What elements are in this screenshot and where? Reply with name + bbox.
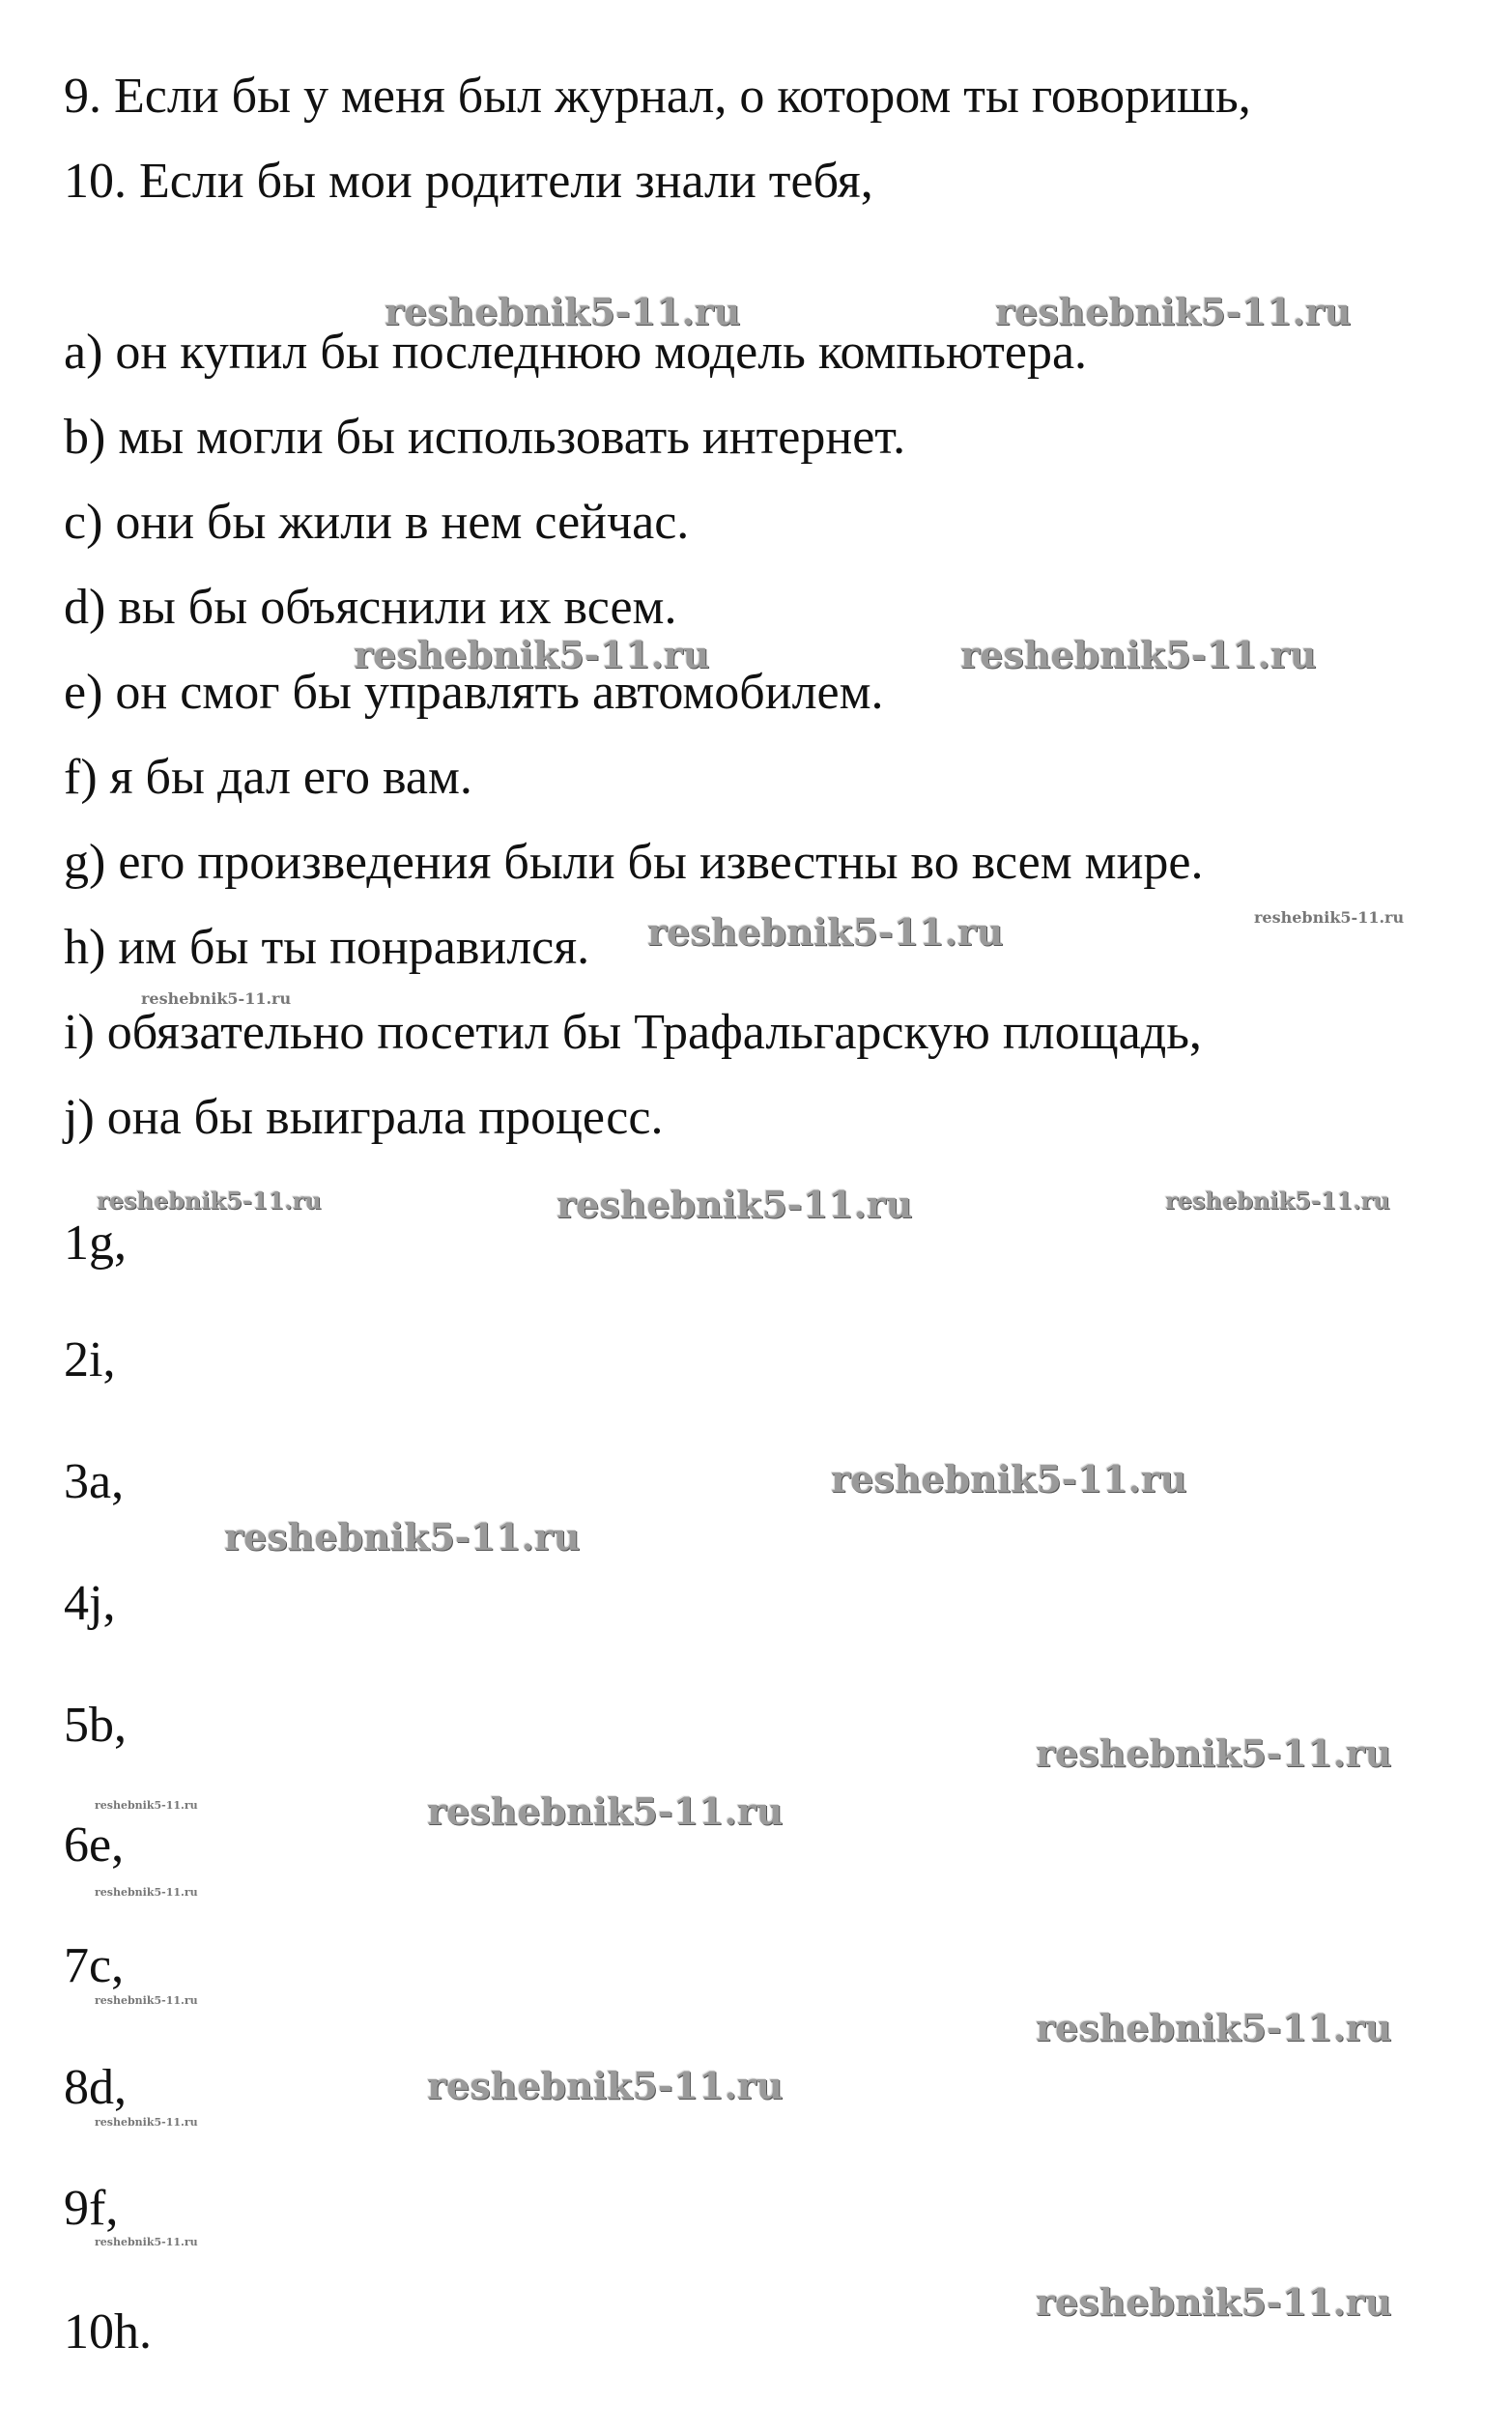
option-d: d) вы бы объяснили их всем. [64, 580, 677, 635]
watermark: reshebnik5-11.ru [385, 290, 741, 333]
watermark: reshebnik5-11.ru [1036, 2006, 1392, 2049]
answer-3: 3a, [64, 1454, 125, 1509]
option-b: b) мы могли бы использовать интернет. [64, 410, 906, 465]
answer-8: 8d, [64, 2060, 127, 2115]
answer-4: 4j, [64, 1576, 116, 1631]
watermark: reshebnik5-11.ru [995, 290, 1352, 333]
option-h: h) им бы ты понравился. [64, 920, 590, 975]
watermark: reshebnik5-11.ru [354, 633, 710, 676]
option-a: a) он купил бы последнюю модель компьютера. [64, 325, 1088, 380]
watermark: reshebnik5-11.ru [95, 1886, 198, 1899]
watermark: reshebnik5-11.ru [556, 1183, 913, 1226]
watermark: reshebnik5-11.ru [224, 1515, 581, 1559]
answer-6: 6e, [64, 1817, 125, 1873]
sentence-10: 10. Если бы мои родители знали тебя, [64, 154, 873, 209]
option-c: c) они бы жили в нем сейчас. [64, 495, 690, 550]
option-f: f) я бы дал его вам. [64, 750, 472, 805]
answer-7: 7c, [64, 1938, 125, 1993]
answer-9: 9f, [64, 2181, 119, 2236]
watermark: reshebnik5-11.ru [960, 633, 1317, 676]
watermark: reshebnik5-11.ru [141, 989, 292, 1008]
answer-5: 5b, [64, 1698, 127, 1753]
option-e: e) он смог бы управлять автомобилем. [64, 665, 884, 720]
watermark: reshebnik5-11.ru [97, 1187, 322, 1215]
sentence-9: 9. Если бы у меня был журнал, о котором ты говоришь, [64, 69, 1251, 124]
watermark: reshebnik5-11.ru [1036, 1731, 1392, 1775]
watermark: reshebnik5-11.ru [1036, 2280, 1392, 2324]
watermark: reshebnik5-11.ru [95, 1994, 198, 2007]
watermark: reshebnik5-11.ru [95, 2116, 198, 2129]
option-g: g) его произведения были бы известны во всем мире. [64, 835, 1204, 890]
answer-1: 1g, [64, 1216, 127, 1271]
watermark: reshebnik5-11.ru [95, 2236, 198, 2248]
watermark: reshebnik5-11.ru [647, 910, 1004, 954]
watermark: reshebnik5-11.ru [427, 2064, 784, 2107]
watermark: reshebnik5-11.ru [1254, 908, 1405, 927]
watermark: reshebnik5-11.ru [1165, 1187, 1390, 1215]
option-i: i) обязательно посетил бы Трафальгарскую площадь, [64, 1005, 1202, 1060]
watermark: reshebnik5-11.ru [427, 1789, 784, 1833]
option-j: j) она бы выиграла процесс. [64, 1090, 664, 1145]
watermark: reshebnik5-11.ru [831, 1457, 1187, 1501]
answer-10: 10h. [64, 2304, 152, 2360]
watermark: reshebnik5-11.ru [95, 1799, 198, 1812]
answer-2: 2i, [64, 1332, 116, 1387]
